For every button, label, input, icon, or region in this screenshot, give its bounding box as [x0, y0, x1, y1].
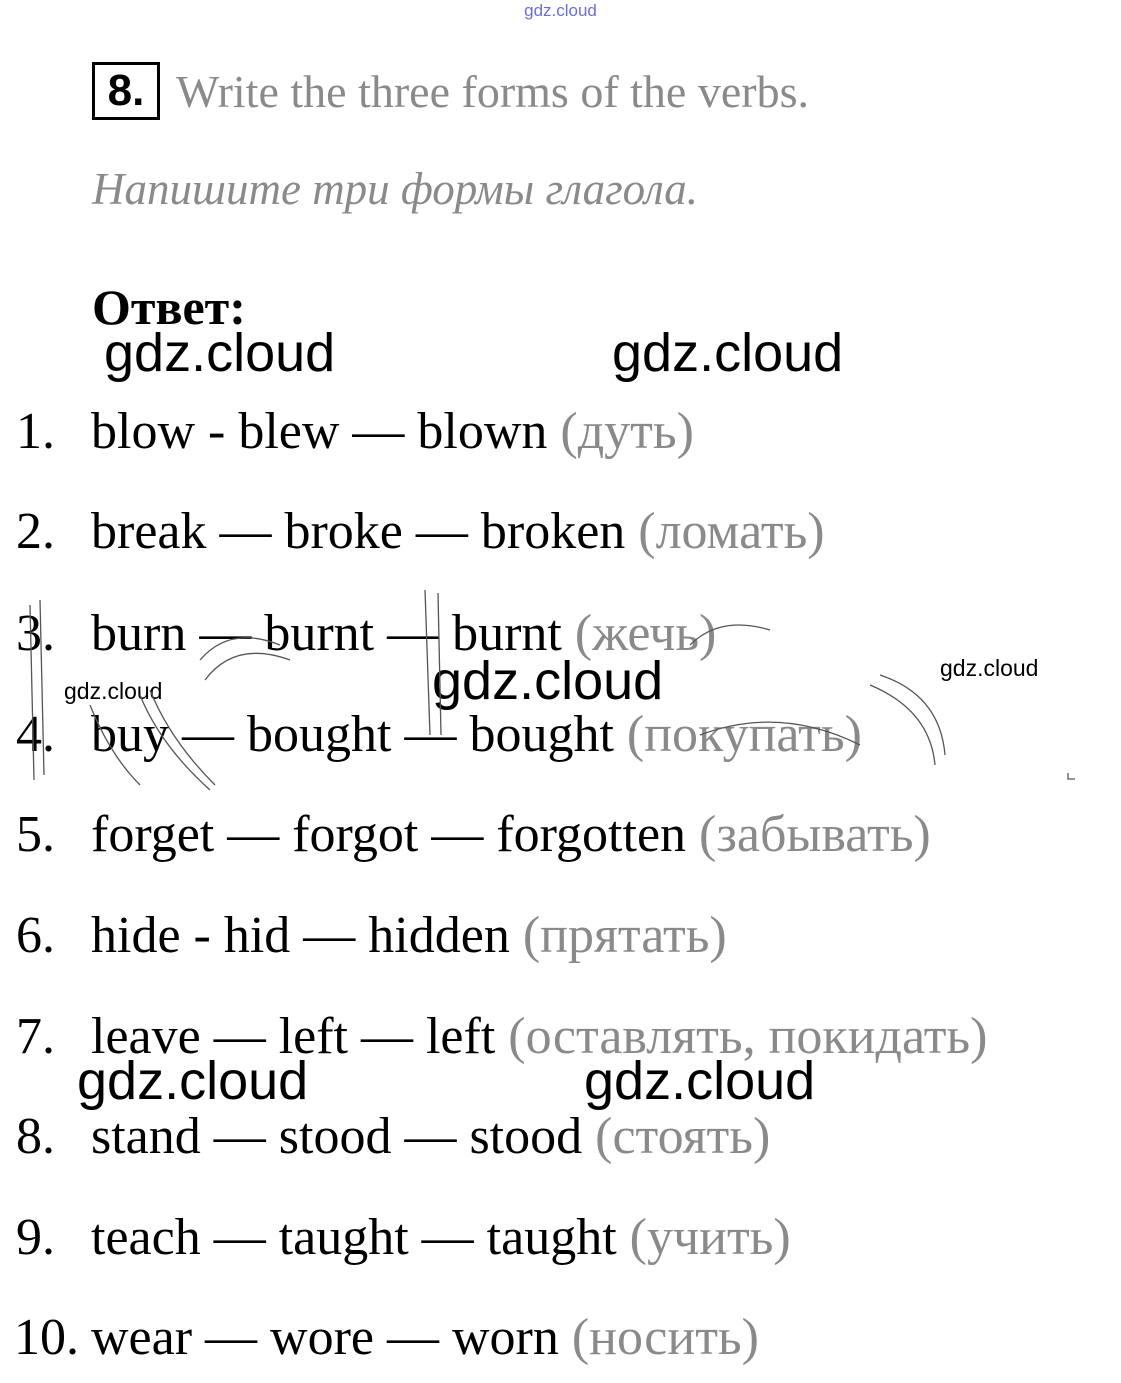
watermark-4: gdz.cloud	[64, 678, 163, 704]
item-number: 8.	[16, 1108, 55, 1165]
item-number: 9.	[16, 1209, 55, 1266]
verb-forms: forget — forgot — forgotten	[91, 806, 687, 863]
verb-translation: (оставлять, покидать)	[508, 1008, 988, 1065]
verb-translation: (учить)	[629, 1209, 791, 1266]
item-number: 10.	[14, 1309, 79, 1366]
task-number-box: 8.	[92, 62, 160, 120]
verb-translation: (прятать)	[522, 907, 727, 964]
answer-label: Ответ:	[92, 279, 246, 335]
item-number: 4.	[16, 706, 55, 763]
verb-translation: (покупать)	[626, 706, 862, 763]
task-title: Write the three forms of the verbs.	[176, 65, 809, 117]
verb-forms: break — broke — broken	[91, 503, 626, 560]
verb-translation: (забывать)	[699, 806, 931, 863]
task-header	[92, 62, 809, 120]
verb-translation: (дуть)	[560, 403, 694, 460]
verb-translation: (жечь)	[574, 605, 717, 662]
verb-forms: teach — taught — taught	[91, 1209, 617, 1266]
watermark-7: gdz.cloud	[584, 1051, 816, 1111]
verb-forms: leave — left — left	[91, 1008, 496, 1065]
item-number: 7.	[16, 1008, 55, 1065]
item-number: 3.	[16, 605, 55, 662]
item-number: 6.	[16, 907, 55, 964]
task-subtitle-ru: Напишите три формы глагола.	[92, 164, 698, 214]
item-number: 5.	[16, 806, 55, 863]
verb-translation: (ломать)	[638, 503, 825, 560]
verb-forms: burn — burnt — burnt	[91, 605, 562, 662]
watermark-1: gdz.cloud	[104, 323, 336, 383]
watermark-6: gdz.cloud	[77, 1051, 309, 1111]
watermark-5: gdz.cloud	[940, 655, 1039, 681]
verb-forms: blow - blew — blown	[91, 403, 548, 460]
item-number: 2.	[16, 503, 55, 560]
watermark-2: gdz.cloud	[612, 323, 844, 383]
verb-forms: stand — stood — stood	[91, 1108, 583, 1165]
verb-forms: buy — bought — bought	[91, 706, 614, 763]
verb-forms: hide - hid — hidden	[91, 907, 510, 964]
verb-forms: wear — wore — worn	[91, 1309, 559, 1366]
verb-translation: (стоять)	[595, 1108, 771, 1165]
item-number: 1.	[16, 403, 55, 460]
watermark-top: gdz.cloud	[524, 1, 597, 20]
watermark-3: gdz.cloud	[432, 651, 664, 711]
verb-translation: (носить)	[571, 1309, 759, 1366]
